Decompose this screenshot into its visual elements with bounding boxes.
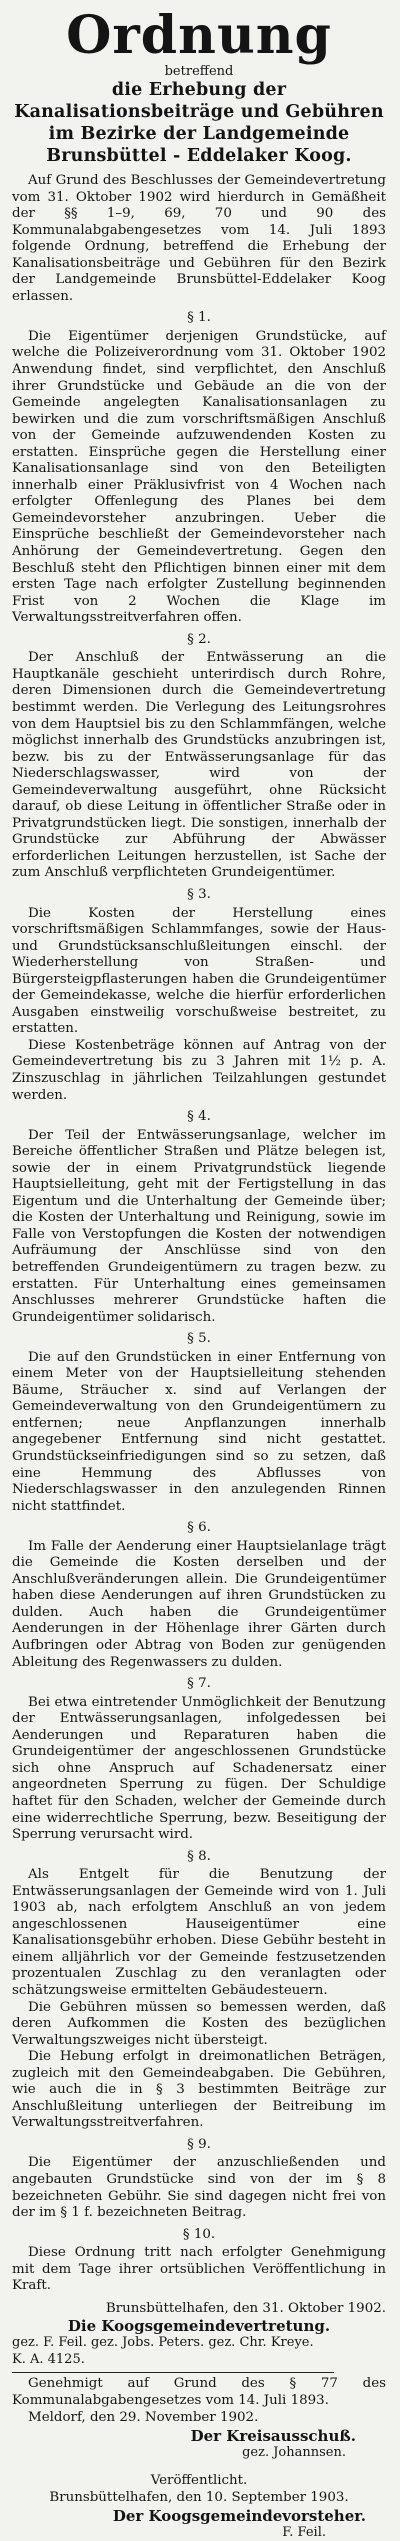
section-heading: § 4. — [187, 1109, 211, 1125]
section-paragraph: Die Kosten der Herstellung eines vorschriftsmäßigen Schlammfanges, sowie der Haus- und Grundstücksanschlußleitungen einschl. der Wiederherstellung von Straßen- und Bürgersteigpflasterungen haben die Grundeigentümer der Gemeindekasse, welche die hierfür erforderlichen Ausgaben einstweilig vorschußweise bestreitet, zu erstatten. — [12, 905, 386, 1037]
section-heading: § 8. — [187, 1848, 211, 1864]
section-heading: § 3. — [187, 886, 211, 902]
section-paragraph: Die Hebung erfolgt in dreimonatlichen Beträgen, zugleich mit den Gemeindeabgaben. Die Gebühren, wie auch die in § 3 bestimmten Beiträge zur Anschlußleitung unterliegen der Beitreibung im Verwaltungsstreitverfahren. — [12, 2049, 386, 2131]
sections-container — [12, 310, 386, 2294]
section-paragraph: Die Gebühren müssen so bemessen werden, daß deren Aufkommen die Kosten des bezüglichen Verwaltungszweiges nicht übersteigt. — [12, 1999, 386, 2048]
section-heading: § 5. — [187, 1331, 211, 1347]
signature-organization: Die Koogsgemeindevertretung. — [67, 2317, 331, 2336]
document-subtitle: die Erhebung der Kanalisationsbeiträge und Gebühren im Bezirke der Landgemeinde Brunsbüttel - Eddelaker Koog. — [14, 80, 384, 166]
section-paragraph: Der Teil der Entwässerungsanlage, welcher im Bereiche öffentlicher Straßen und Plätze belegen ist, sowie der in einem Privatgrundstück liegende Hauptsielleitung, geht mit der Fertigstellung in das Eigentum und die Unterhaltung der Gemeinde über; die Kosten der Unterhaltung und Reinigung, sowie im Falle von Verstopfungen die Kosten der notwendigen Aufräumung der Anschlüsse sind von den betreffenden Grundeigentümern zu tragen bezw. zu erstatten. Für Unterhaltung eines gemeinsamen Anschlusses mehrerer Grundstücke haften die Grundeigentümer solidarisch. — [12, 1127, 386, 1325]
section-paragraph: Die Eigentümer der anzuschließenden und angebauten Grundstücke sind von der im § 8 bezeichneten Gebühr. Sie sind dagegen nicht frei von der im § 1 f. bezeichneten Beitrag. — [12, 2155, 386, 2221]
section-paragraph: Diese Ordnung tritt nach erfolgter Genehmigung mit dem Tage ihrer ortsüblichen Veröffentlichung in Kraft. — [12, 2245, 386, 2294]
publication-signature: F. Feil. — [282, 2524, 326, 2540]
section-heading: § 6. — [187, 1520, 211, 1536]
divider-rule — [12, 2372, 334, 2373]
signature-date: Brunsbüttelhafen, den 31. Oktober 1902. — [105, 2300, 386, 2316]
approval-organization: Der Kreisausschuß. — [190, 2427, 356, 2446]
section-heading: § 10. — [182, 2226, 216, 2242]
intro-paragraph: Auf Grund des Beschlusses der Gemeindevertretung vom 31. Oktober 1902 wird hierdurch in Gemäßheit der §§ 1–9, 69, 70 und 90 des Kommunalabgabengesetzes vom 14. Juli 1893 folgende Ordnung, betreffend die Erhebung der Kanalisationsbeiträge und Gebühren für den Bezirk der Landgemeinde Brunsbüttel-Eddelaker Koog erlassen. — [12, 173, 386, 304]
document-title: Ordnung — [66, 5, 332, 66]
publication-organization: Der Koogsgemeindevorsteher. — [112, 2507, 366, 2526]
publication-heading: Veröffentlicht. — [150, 2473, 248, 2489]
section-paragraph: Der Anschluß der Entwässerung an die Hauptkanäle geschieht unterirdisch durch Rohre, deren Dimensionen durch die Gemeindevertretung bestimmt werden. Die Verlegung des Leitungsrohres von dem Hauptsiel bis zu den Schlammfängen, welche möglichst innerhalb des Grundstücks anzubringen ist, bezw. bis zu der Entwässerungsanlage für das Niederschlagswasser, wird von der Gemeindeverwaltung ausgeführt, ohne Rücksicht darauf, ob diese Leitung in öffentlicher Straße oder in Privatgrundstücken liegt. Die sonstigen, innerhalb der Grundstücke zur Abführung der Abwässer erforderlichen Leitungen herzustellen, ist Sache der zum Anschluß verpflichteten Grundeigentümer. — [12, 650, 386, 881]
signature-reference: K. A. 4125. — [12, 2351, 85, 2367]
section-paragraph: Im Falle der Aenderung einer Hauptsielanlage trägt die Gemeinde die Kosten derselben und der Anschlußveränderungen allein. Die Grundeigentümer haben diese Aenderungen auf ihren Grundstücken zu dulden. Auch haben die Grundeigentümer Aenderungen in der Höhenlage ihrer Gärten durch Aufbringen oder Abtrag von Boden zur genügenden Ableitung des Regenwassers zu dulden. — [12, 1538, 386, 1670]
approval-signature: gez. Johannsen. — [242, 2444, 346, 2460]
approval-text: Genehmigt auf Grund des § 77 des Kommunalabgabengesetzes vom 14. Juli 1893. — [12, 2376, 386, 2408]
section-paragraph: Die auf den Grundstücken in einer Entfernung von einem Meter von der Hauptsielleitung stehenden Bäume, Sträucher x. sind auf Verlangen der Gemeindeverwaltung von den Grundeigentümern zu entfernen; neue Anpflanzungen innerhalb angegebener Entfernung sind nicht gestattet. Grundstückseinfriedigungen sind so zu setzen, daß eine Hemmung des Abflusses von Niederschlagswasser in den anzulegenden Rinnen nicht stattfindet. — [12, 1349, 386, 1514]
document-body — [12, 173, 386, 2541]
betreffend-label: betreffend — [164, 64, 234, 79]
section-heading: § 7. — [187, 1676, 211, 1692]
section-heading: § 2. — [187, 631, 211, 647]
section-paragraph: Die Eigentümer derjenigen Grundstücke, auf welche die Polizeiverordnung vom 31. Oktober 1902 Anwendung findet, sind verpflichtet, den Anschluß ihrer Grundstücke und Gebäude an die von der Gemeinde angelegten Kanalisationsanlagen zu bewirken und die zum vorschriftsmäßigen Anschluß von der Gemeinde aufzuwendenden Kosten zu erstatten. Einsprüche gegen die Herstellung einer Kanalisationsanlage sind von den Beteiligten innerhalb einer Präklusivfrist von 4 Wochen nach erfolgter Offenlegung des Planes bei dem Gemeindevorsteher anzubringen. Ueber die Einsprüche beschließt der Gemeindevorsteher nach Anhörung der Gemeindevertretung. Gegen den Beschluß steht den Pflichtigen binnen einer mit dem ersten Tage nach erfolgter Zustellung beginnenden Frist von 2 Wochen die Klage im Verwaltungsstreitverfahren offen. — [12, 328, 386, 626]
publication-place-date: Brunsbüttelhafen, den 10. September 1903. — [49, 2489, 349, 2505]
section-paragraph: Als Entgelt für die Benutzung der Entwässerungsanlagen der Gemeinde wird von 1. Juli 1903 ab, nach erfolgtem Anschluß an von jedem angeschlossenen Hauseigentümer eine Kanalisationsgebühr erhoben. Diese Gebühr besteht in einem alljährlich vor der Gemeinde festzusetzenden prozentualen Zuschlag zu den veranlagten oder schätzungsweise ermittelten Gebäudesteuern. — [12, 1867, 386, 1998]
section-heading: § 9. — [187, 2136, 211, 2152]
approval-date: Meldorf, den 29. November 1902. — [28, 2409, 259, 2425]
signature-names: gez. F. Feil. gez. Jobs. Peters. gez. Chr. Kreye. — [12, 2335, 314, 2351]
section-paragraph: Diese Kostenbeträge können auf Antrag von der Gemeindevertretung bis zu 3 Jahren mit 1½ p. A. Zinszuschlag in jährlichen Teilzahlungen gestundet werden. — [12, 1037, 386, 1103]
section-paragraph: Bei etwa eintretender Unmöglichkeit der Benutzung der Entwässerungsanlagen, infolgedessen bei Aenderungen und Reparaturen haben die Grundeigentümer der angeschlossenen Grundstücke sich ohne Anspruch auf Schadenersatz einer angeordneten Sperrung zu fügen. Der Schuldige haftet für den Schaden, welcher der Gemeinde durch eine widerrechtliche Sperrung, bezw. Beseitigung der Sperrung verursacht wird. — [12, 1694, 386, 1843]
section-heading: § 1. — [187, 310, 211, 326]
